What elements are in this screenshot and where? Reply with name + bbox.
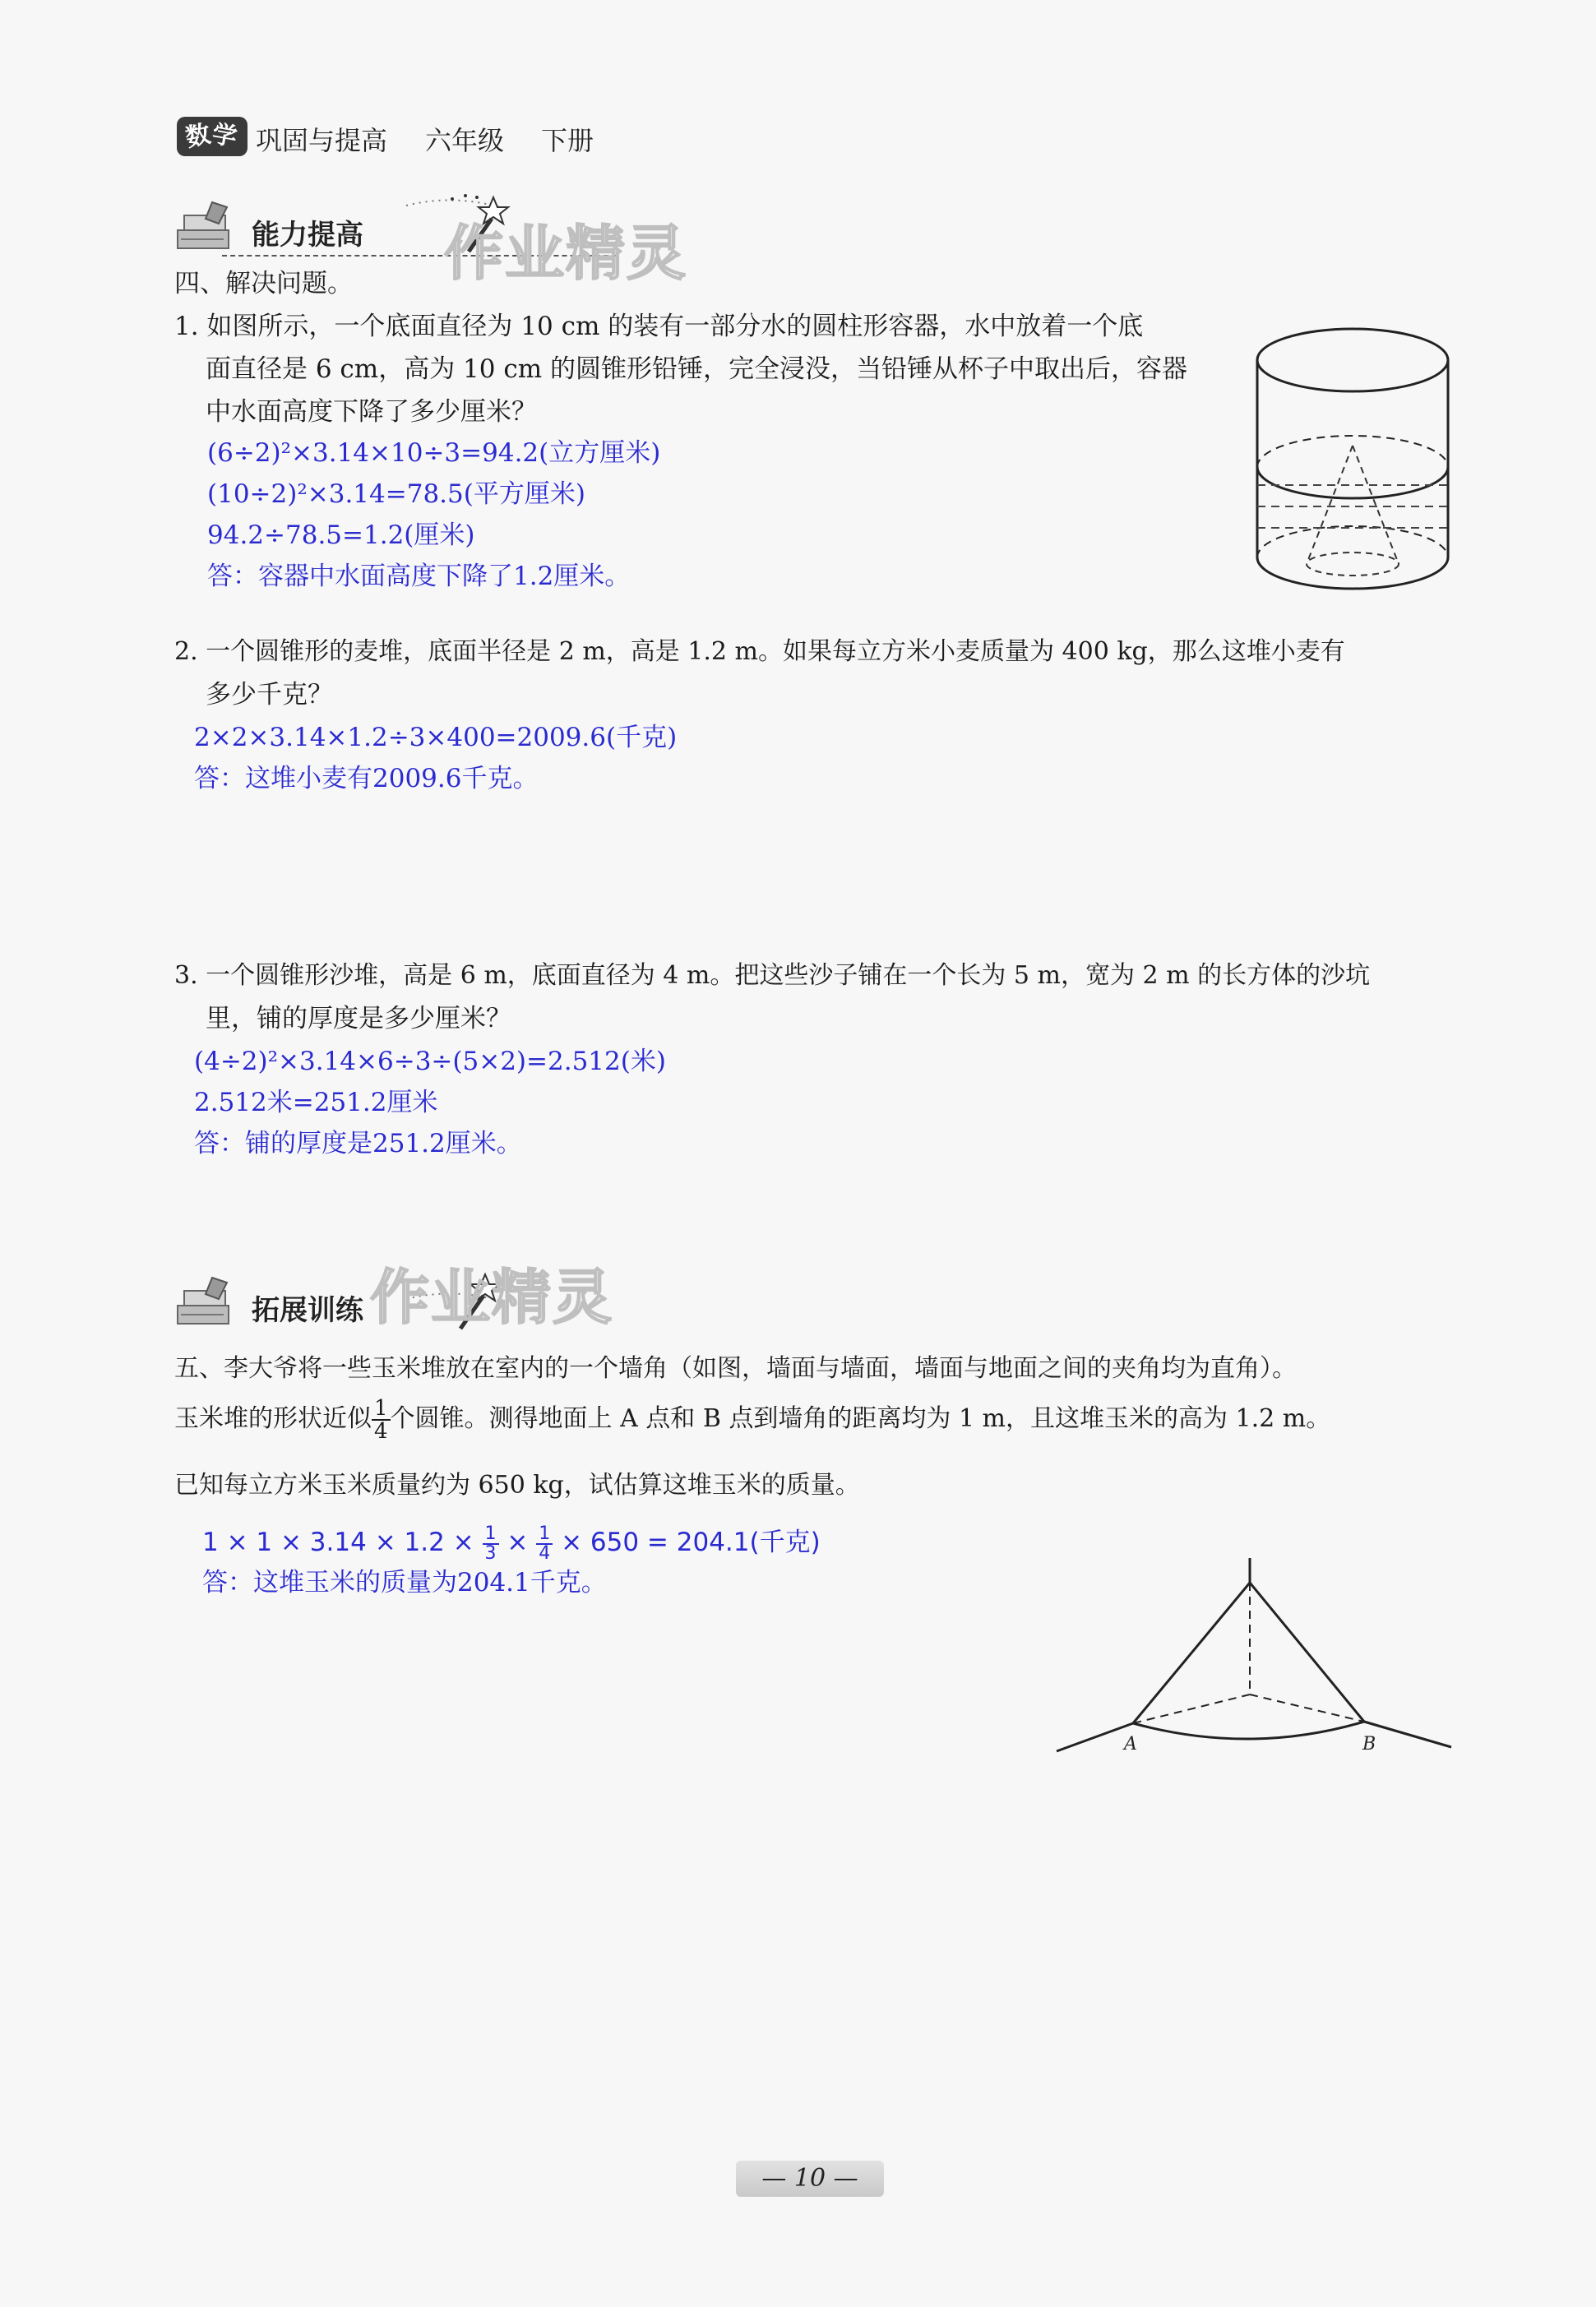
subject-badge <box>177 117 247 156</box>
header <box>177 113 670 163</box>
section-extension-title: 拓展训练 <box>252 1294 363 1327</box>
fraction-one-quarter <box>372 1398 391 1442</box>
page-number-dash-right: — <box>826 2164 858 2193</box>
q5-line-2 <box>174 1398 1330 1442</box>
section-ability-heading: 四、解决问题。 <box>174 269 353 298</box>
point-a-label: A <box>1124 1734 1137 1755</box>
q1-answer-1: (6÷2)²×3.14×10÷3=94.2(立方厘米) <box>207 438 661 468</box>
book-stack-icon <box>173 199 238 257</box>
fraction-numerator: 1 <box>372 1398 391 1421</box>
fraction-denominator: 4 <box>374 1419 388 1444</box>
corn-pile-corner-figure <box>1048 1550 1460 1764</box>
q1-line-1: 1. 如图所示，一个底面直径为 10 cm 的装有一部分水的圆柱形容器，水中放着一个底 <box>174 312 1144 341</box>
fraction-one-quarter-answer <box>536 1525 553 1563</box>
cylinder-container-figure <box>1246 321 1460 600</box>
grade-label: 六年级 <box>425 125 505 156</box>
q1-line-3: 中水面高度下降了多少厘米？ <box>206 397 537 427</box>
q5-answer-times: × <box>507 1528 529 1557</box>
q1-answer-4: 答：容器中水面高度下降了1.2厘米。 <box>207 562 631 591</box>
page-number: 10 <box>793 2164 826 2193</box>
q2-line-1: 2. 一个圆锥形的麦堆，底面半径是 2 m，高是 1.2 m。如果每立方米小麦质量为 400 kg，那么这堆小麦有 <box>174 637 1345 666</box>
q2-answer-2: 答：这堆小麦有2009.6千克。 <box>194 764 539 793</box>
fraction-numerator: 1 <box>483 1525 499 1545</box>
fraction-numerator: 1 <box>536 1525 553 1545</box>
badge-char-1: 数 <box>183 119 215 153</box>
q3-line-1: 3. 一个圆锥形沙堆，高是 6 m，底面直径为 4 m。把这些沙子铺在一个长为 5 m，宽为 2 m 的长方体的沙坑 <box>174 961 1371 990</box>
q5-answer-2: 答：这堆玉米的质量为204.1千克。 <box>202 1568 607 1597</box>
q5-line-2-post: 个圆锥。测得地面上 A 点和 B 点到墙角的距离均为 1 m，且这堆玉米的高为 1.2 m。 <box>390 1404 1331 1433</box>
q5-line-1: 五、李大爷将一些玉米堆放在室内的一个墙角（如图，墙面与墙面，墙面与地面之间的夹角均为直角）。 <box>174 1354 1297 1383</box>
q5-answer-pre: 1 × 1 × 3.14 × 1.2 × <box>202 1528 474 1557</box>
watermark-1: 作业精灵 <box>444 219 688 288</box>
q1-line-2: 面直径是 6 cm，高为 10 cm 的圆锥形铅锤，完全浸没，当铅锤从杯子中取出后，容器 <box>206 354 1187 384</box>
q5-line-2-pre: 玉米堆的形状近似 <box>174 1404 372 1433</box>
section-ability-title: 能力提高 <box>252 219 363 252</box>
q5-answer-post: × 650 = 204.1(千克) <box>561 1528 821 1557</box>
q3-line-2: 里，铺的厚度是多少厘米？ <box>206 1004 511 1033</box>
q3-answer-1: (4÷2)²×3.14×6÷3÷(5×2)=2.512(米) <box>194 1047 666 1076</box>
q5-line-3: 已知每立方米玉米质量约为 650 kg，试估算这堆玉米的质量。 <box>174 1471 860 1500</box>
badge-char-2: 学 <box>210 119 241 153</box>
q2-answer-1: 2×2×3.14×1.2÷3×400=2009.6(千克) <box>194 723 678 752</box>
point-b-label: B <box>1362 1734 1376 1755</box>
q3-answer-3: 答：铺的厚度是251.2厘米。 <box>194 1129 522 1158</box>
q3-answer-2: 2.512米=251.2厘米 <box>194 1088 438 1117</box>
q1-answer-3: 94.2÷78.5=1.2(厘米) <box>207 520 475 550</box>
page-number-dash-left: — <box>761 2164 794 2193</box>
book-stack-icon <box>173 1274 238 1332</box>
volume-label: 下册 <box>541 125 594 156</box>
page-number-ribbon <box>736 2161 884 2197</box>
section-extension-header <box>173 1250 707 1332</box>
fraction-one-third <box>483 1525 499 1563</box>
watermark-2: 作业精灵 <box>370 1263 614 1332</box>
q2-line-2: 多少千克？ <box>206 680 333 710</box>
fraction-denominator: 4 <box>539 1542 551 1564</box>
book-title: 巩固与提高 <box>256 125 388 156</box>
fraction-denominator: 3 <box>484 1542 497 1564</box>
q5-answer-1 <box>202 1518 821 1567</box>
q1-answer-2: (10÷2)²×3.14=78.5(平方厘米) <box>207 479 585 509</box>
